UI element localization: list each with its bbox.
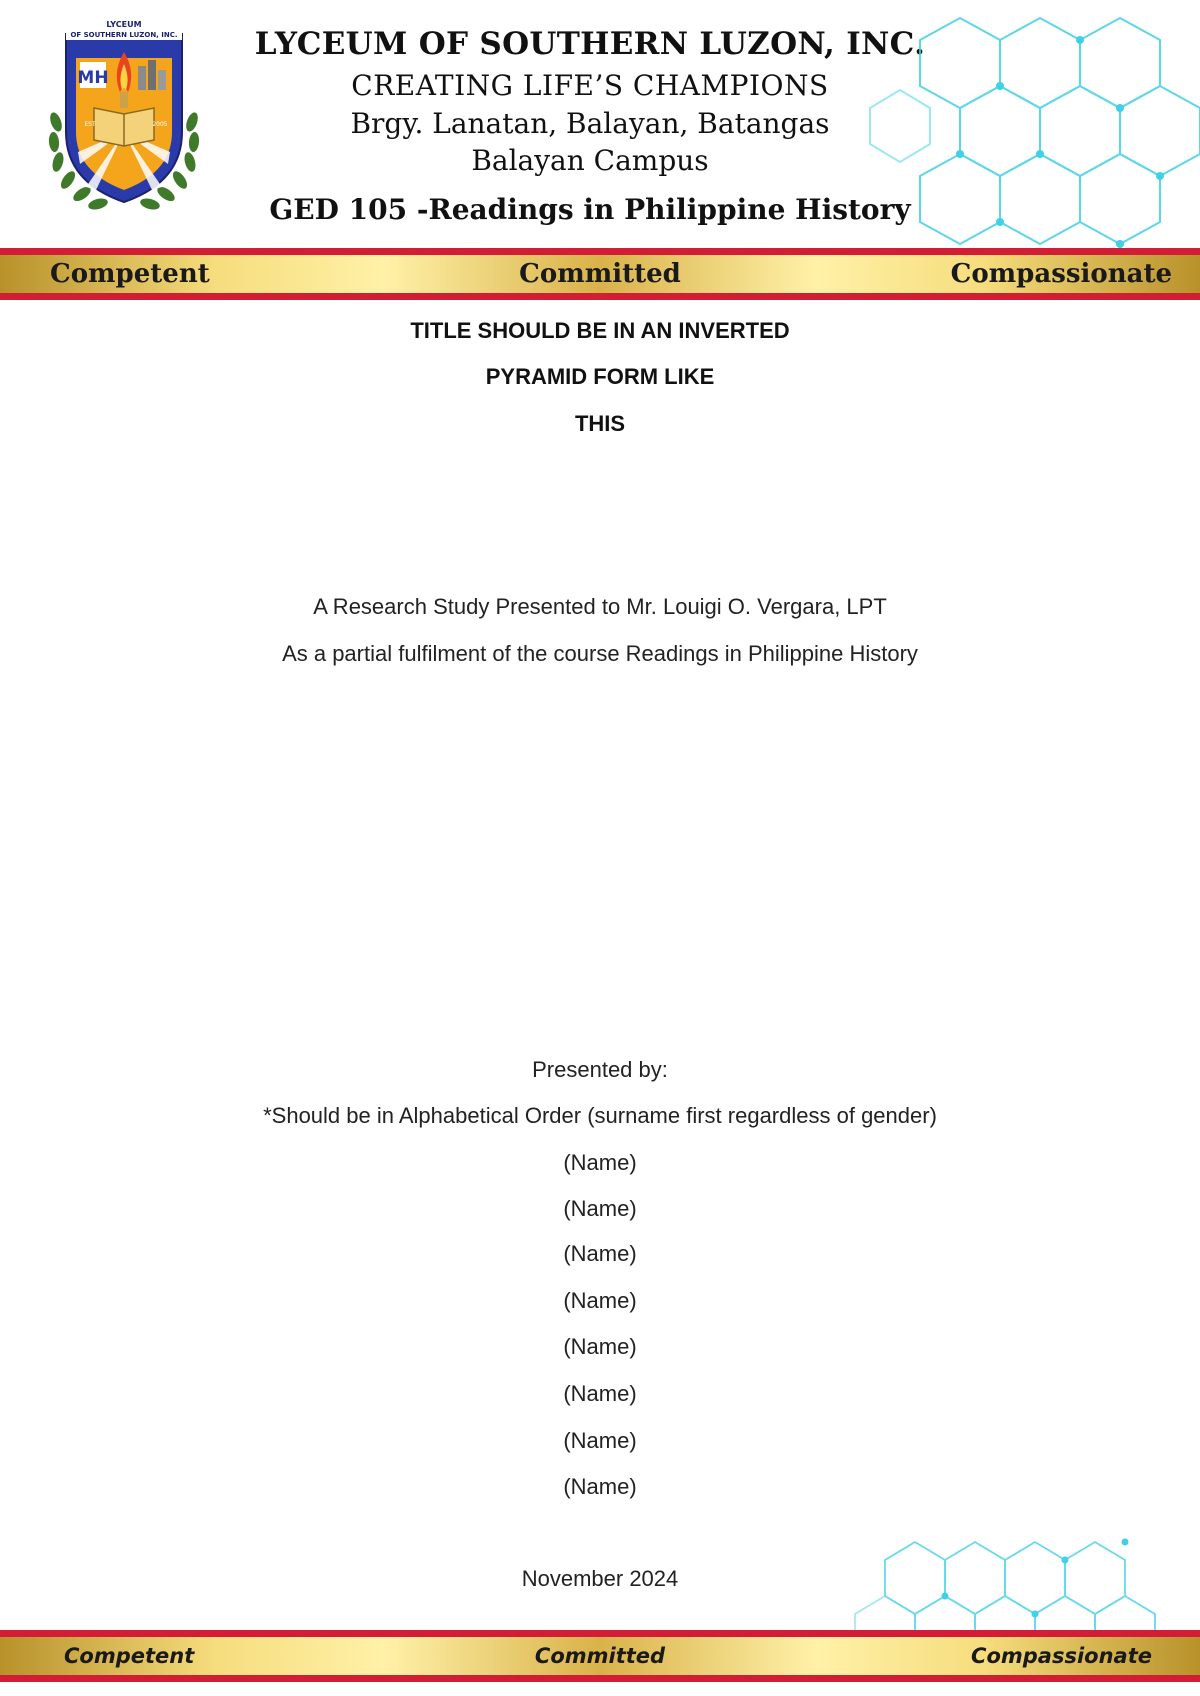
school-campus: Balayan Campus <box>471 144 709 177</box>
values-band-top <box>0 248 1200 300</box>
school-name: LYCEUM OF SOUTHERN LUZON, INC. <box>254 26 926 62</box>
school-logo <box>36 12 212 218</box>
presented-by-label: Presented by: <box>532 1057 668 1082</box>
school-motto: CREATING LIFE’S CHAMPIONS <box>351 69 829 102</box>
author-name: (Name) <box>563 1428 637 1453</box>
title-line-1: TITLE SHOULD BE IN AN INVERTED <box>410 318 790 343</box>
order-note: *Should be in Alphabetical Order (surname first regardless of gender) <box>263 1103 937 1128</box>
author-name: (Name) <box>563 1150 637 1175</box>
hexagon-pattern-top <box>860 0 1200 250</box>
author-name: (Name) <box>563 1381 637 1406</box>
school-address: Brgy. Lanatan, Balayan, Batangas <box>350 107 830 140</box>
submission-date: November 2024 <box>521 1566 679 1591</box>
logo-est-left: EST <box>84 121 96 128</box>
logo-arc-text: LYCEUM <box>106 20 142 29</box>
logo-monogram: MH <box>77 68 109 88</box>
course-title: GED 105 -Readings in Philippine History <box>269 193 911 226</box>
letterhead <box>0 0 1200 250</box>
logo-est-right: 2005 <box>152 121 168 128</box>
author-name: (Name) <box>563 1241 637 1266</box>
band-compassionate: Compassionate <box>971 1644 1152 1668</box>
band-competent: Competent <box>64 1644 195 1668</box>
band-compassionate: Compassionate <box>950 259 1172 289</box>
author-name: (Name) <box>563 1288 637 1313</box>
band-committed: Committed <box>534 1644 666 1668</box>
band-competent: Competent <box>50 259 210 289</box>
author-name: (Name) <box>563 1474 637 1499</box>
author-name: (Name) <box>563 1196 637 1221</box>
title-line-3: THIS <box>574 411 626 436</box>
author-name: (Name) <box>563 1334 637 1359</box>
logo-arc-subtext: OF SOUTHERN LUZON, INC. <box>70 31 178 39</box>
values-band-bottom <box>0 1630 1200 1682</box>
fulfilment-statement: As a partial fulfilment of the course Readings in Philippine History <box>282 641 918 666</box>
presented-to: A Research Study Presented to Mr. Louigi O. Vergara, LPT <box>313 594 887 619</box>
title-line-2: PYRAMID FORM LIKE <box>485 364 715 389</box>
band-committed: Committed <box>519 259 681 289</box>
